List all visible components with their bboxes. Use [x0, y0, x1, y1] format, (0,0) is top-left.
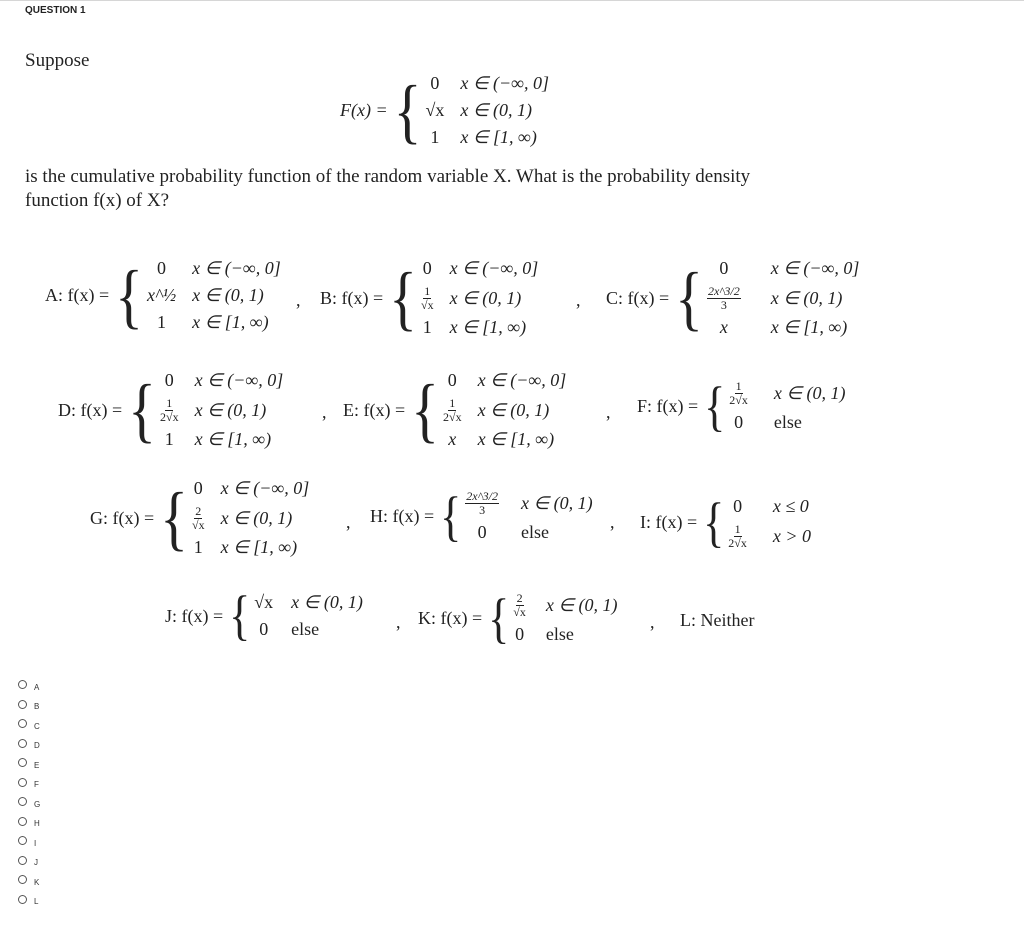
choice-l: L: Neither: [680, 610, 755, 630]
choice-e: E: f(x) = { 0 x ∈ (−∞, 0] $\frac{1}{2√x}$ x ∈ (0, 1) x x ∈ [1, ∞): [343, 368, 567, 451]
top-divider: [0, 0, 1024, 1]
radio-button[interactable]: [18, 797, 27, 806]
choice-k: K: f(x) = { $\frac{2}{√x}$ x ∈ (0, 1) 0 else: [418, 587, 618, 649]
answer-option-d[interactable]: D: [18, 734, 40, 754]
question-intro: Suppose: [25, 50, 90, 71]
answer-option-b[interactable]: B: [18, 695, 40, 715]
answer-options: [18, 675, 40, 909]
cdf-lhs: F(x) =: [340, 100, 388, 120]
choice-j: J: f(x) = { √x x ∈ (0, 1) 0 else: [165, 584, 363, 646]
cdf-value: 1: [430, 127, 440, 147]
radio-button[interactable]: [18, 856, 27, 865]
choice-c: C: f(x) = { 0 x ∈ (−∞, 0] $\frac{2x\^{}3/2}{3}$ x ∈ (0, 1) x x ∈ [1, ∞): [606, 256, 860, 339]
answer-option-l[interactable]: L: [18, 890, 40, 910]
answer-option-j[interactable]: J: [18, 851, 40, 871]
choice-b: B: f(x) = { 0 x ∈ (−∞, 0] $\frac{1}{√x}$ x ∈ (0, 1) 1 x ∈ [1, ∞): [320, 256, 539, 339]
radio-button[interactable]: [18, 778, 27, 787]
choice-a: A: f(x) = { 0 x ∈ (−∞, 0] x^½ x ∈ (0, 1) 1 x ∈ [1, ∞): [45, 254, 281, 336]
radio-button[interactable]: [18, 895, 27, 904]
answer-option-f[interactable]: F: [18, 773, 40, 793]
answer-option-h[interactable]: H: [18, 812, 40, 832]
choice-d: D: f(x) = { 0 x ∈ (−∞, 0] $\frac{1}{2√x}$ x ∈ (0, 1) 1 x ∈ [1, ∞): [58, 368, 284, 451]
answer-option-a[interactable]: A: [18, 675, 40, 695]
cdf-condition: x ∈ (−∞, 0]: [460, 73, 550, 93]
radio-button[interactable]: [18, 680, 27, 689]
question-label: QUESTION 1: [25, 5, 86, 16]
answer-option-k[interactable]: K: [18, 870, 40, 890]
choice-h: H: f(x) = { $\frac{2x\^{}3/2}{3}$ x ∈ (0, 1) 0 else: [370, 485, 593, 547]
radio-button[interactable]: [18, 739, 27, 748]
choice-f: F: f(x) = { $\frac{1}{2√x}$ x ∈ (0, 1) 0 else: [637, 375, 846, 437]
question-body-line2: function f(x) of X?: [25, 190, 170, 211]
choice-i: I: f(x) = { 0 x ≤ 0 $\frac{1}{2√x}$ x > 0: [640, 491, 811, 553]
answer-option-g[interactable]: G: [18, 792, 40, 812]
cdf-definition: F(x) = { 0 x ∈ (−∞, 0] √x x ∈ (0, 1) 1 x ∈ [1, ∞): [340, 69, 550, 151]
radio-button[interactable]: [18, 719, 27, 728]
question-body-line1: is the cumulative probability function of the random variable X. What is the probability density: [25, 166, 751, 187]
radio-button[interactable]: [18, 836, 27, 845]
cdf-value: 0: [430, 73, 440, 93]
radio-button[interactable]: [18, 758, 27, 767]
radio-button[interactable]: [18, 817, 27, 826]
answer-option-c[interactable]: C: [18, 714, 40, 734]
cdf-condition: x ∈ (0, 1): [460, 100, 533, 120]
cdf-condition: x ∈ [1, ∞): [460, 127, 537, 147]
cdf-value: √x: [425, 100, 445, 120]
choice-g: G: f(x) = { 0 x ∈ (−∞, 0] $\frac{2}{√x}$ x ∈ (0, 1) 1 x ∈ [1, ∞): [90, 476, 310, 559]
radio-button[interactable]: [18, 700, 27, 709]
answer-option-i[interactable]: I: [18, 831, 40, 851]
answer-option-e[interactable]: E: [18, 753, 40, 773]
radio-button[interactable]: [18, 875, 27, 884]
